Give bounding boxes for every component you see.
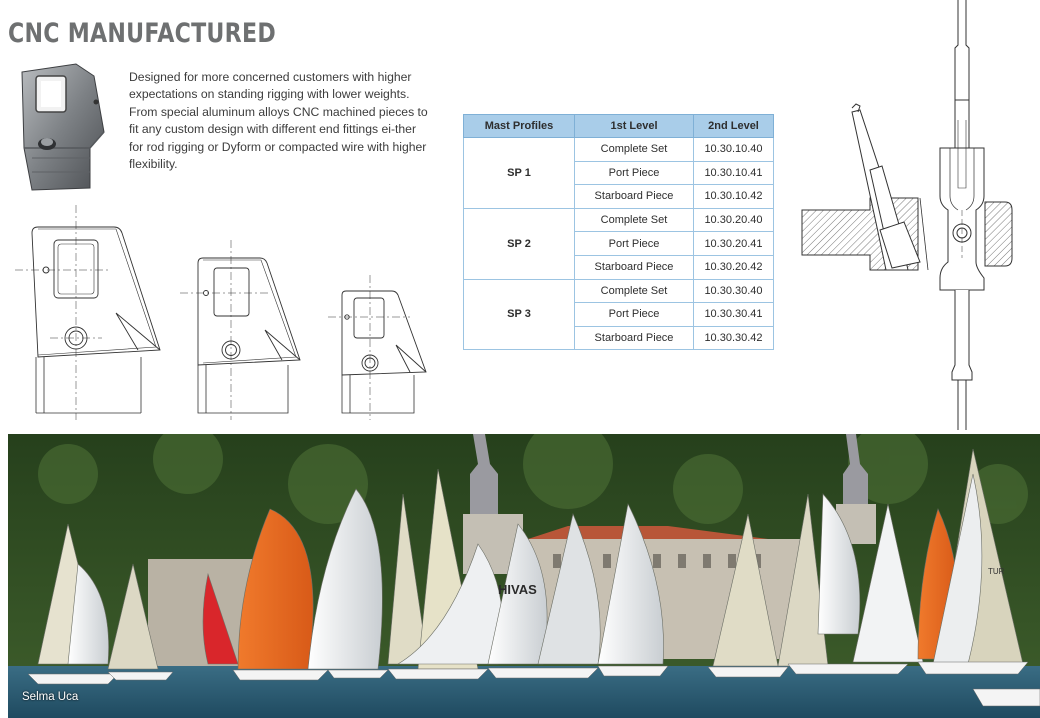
piece-cell: Port Piece: [575, 161, 694, 185]
piece-cell: Port Piece: [575, 303, 694, 327]
table-row: [464, 138, 774, 162]
piece-cell: Complete Set: [575, 279, 694, 303]
piece-cell: Starboard Piece: [575, 326, 694, 350]
table-header-row: [464, 115, 774, 138]
photo-credit: Selma Uca: [22, 691, 79, 703]
drawing-small: [328, 275, 426, 420]
header-1st-level: 1st Level: [575, 115, 694, 138]
piece-cell: Complete Set: [575, 138, 694, 162]
sail-label-hivas: HIVAS: [498, 582, 537, 597]
product-photo: [14, 62, 114, 192]
table-row: [464, 279, 774, 303]
code-cell: 10.30.20.42: [694, 255, 774, 279]
table-row: [464, 208, 774, 232]
piece-cell: Complete Set: [575, 208, 694, 232]
code-cell: 10.30.20.40: [694, 208, 774, 232]
code-cell: 10.30.20.41: [694, 232, 774, 256]
profile-cell: SP 2: [464, 208, 575, 279]
product-description: Designed for more concerned customers with higher expectations on standing rigging with lower weights. From special aluminum alloys CNC machined pieces to fit any custom design with different end fittings ei-ther for rod rigging or Dyform or compacted wire with higher flexibility.: [129, 70, 428, 172]
regatta-photo: [8, 434, 1040, 718]
profile-cell: SP 3: [464, 279, 575, 350]
piece-cell: Port Piece: [575, 232, 694, 256]
piece-cell: Starboard Piece: [575, 185, 694, 209]
sail-label-tur: TUR: [988, 567, 1005, 576]
code-cell: 10.30.30.42: [694, 326, 774, 350]
header-mast-profiles: Mast Profiles: [464, 115, 575, 138]
code-cell: 10.30.30.40: [694, 279, 774, 303]
piece-cell: Starboard Piece: [575, 255, 694, 279]
technical-drawings: [10, 205, 450, 420]
code-cell: 10.30.10.40: [694, 138, 774, 162]
drawing-medium: [180, 240, 300, 420]
code-cell: 10.30.10.41: [694, 161, 774, 185]
page-title: CNC MANUFACTURED: [8, 18, 276, 49]
code-cell: 10.30.30.41: [694, 303, 774, 327]
profile-cell: SP 1: [464, 138, 575, 209]
header-2nd-level: 2nd Level: [694, 115, 774, 138]
drawing-large: [15, 205, 160, 420]
assembly-drawing: [800, 0, 1015, 430]
code-cell: 10.30.10.42: [694, 185, 774, 209]
mast-profiles-table: [463, 114, 774, 350]
